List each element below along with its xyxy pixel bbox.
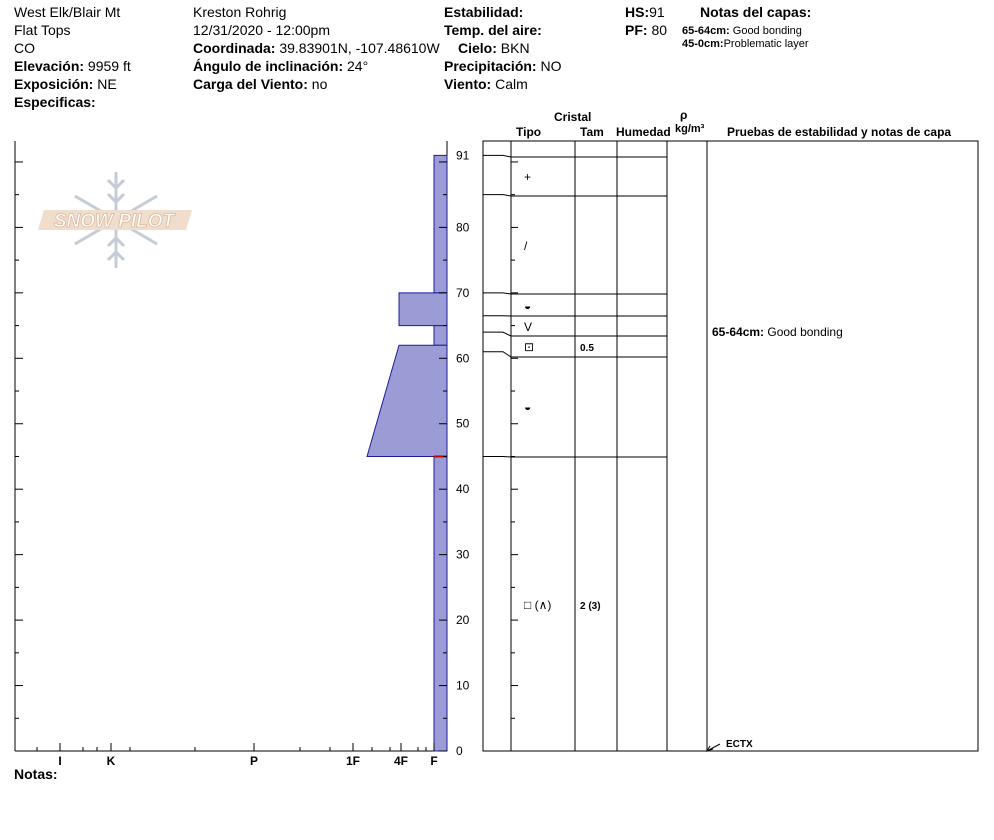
y-tick-label: 70: [456, 285, 470, 300]
x-tick-label: K: [106, 754, 116, 768]
hardness-layer: [434, 456, 447, 751]
x-tick-label: I: [58, 754, 62, 768]
tests-header: Pruebas de estabilidad y notas de capa: [727, 125, 952, 139]
crystal-type-symbol: +: [524, 170, 532, 184]
hs-value: 91: [649, 4, 665, 20]
air-temp-label: Temp. del aire:: [444, 22, 542, 38]
boundary-connector: [483, 352, 511, 357]
density-unit-header: kg/m³: [675, 123, 705, 135]
specifics-label: Especificas:: [14, 94, 96, 110]
elevation-label: Elevación:: [14, 58, 85, 74]
layer-comment: [712, 325, 843, 339]
rho-header: ρ: [680, 108, 688, 122]
hardness-profile-chart: [0, 130, 475, 780]
coordinates-label: Coordinada:: [193, 40, 276, 56]
y-tick-label: 30: [456, 547, 470, 562]
coordinates: [193, 40, 440, 56]
pf-label: PF:: [625, 22, 648, 38]
layer-comment-text: Good bonding: [767, 325, 843, 339]
crystal-header: Cristal: [554, 110, 592, 124]
crystal-size: 2 (3): [580, 601, 601, 612]
size-header: Tam: [580, 125, 604, 139]
wind-loading: [193, 76, 327, 92]
layer-note-text: Problematic layer: [723, 38, 809, 50]
wind-label: Viento:: [444, 76, 492, 92]
hardness-layer: [434, 155, 447, 292]
precipitation-label: Precipitación:: [444, 58, 537, 74]
x-tick-label: 1F: [345, 754, 361, 768]
crystal-type-symbol: V: [524, 320, 533, 334]
x-tick-label: P: [249, 754, 259, 768]
precipitation-value: NO: [540, 58, 562, 74]
state: CO: [14, 40, 35, 56]
y-tick-label: 40: [456, 482, 470, 497]
elevation: [14, 58, 131, 74]
layer-comment-depth: 65-64cm:: [712, 325, 768, 339]
hs-label: HS:: [625, 4, 650, 20]
crystal-type-symbol: /: [524, 239, 528, 253]
slope-angle: [193, 58, 368, 74]
wind-value: Calm: [495, 76, 528, 92]
crystal-type-symbol: □ (∧): [524, 598, 552, 612]
layer-notes-title: Notas del capas:: [700, 4, 812, 20]
aspect-value: NE: [97, 76, 117, 92]
location: West Elk/Blair Mt: [14, 4, 121, 20]
wind-loading-value: no: [311, 76, 328, 92]
sky: [458, 40, 530, 56]
boundary-connector: [483, 155, 511, 157]
layer-note-depth: 45-0cm:: [682, 38, 724, 50]
coordinates-value: 39.83901N, -107.48610W: [279, 40, 440, 56]
slope-angle-value: 24°: [347, 58, 369, 74]
layer-note-depth: 65-64cm:: [682, 25, 730, 37]
moisture-header: Humedad: [616, 125, 671, 139]
y-tick-label: 60: [456, 351, 470, 366]
precipitation: [444, 58, 561, 74]
hardness-layer: [399, 293, 447, 326]
crystal-type-symbol: ◒: [524, 299, 532, 313]
y-tick-label: 20: [456, 613, 470, 628]
boundary-connector: [483, 332, 511, 336]
slope-angle-label: Ángulo de inclinación:: [193, 58, 344, 74]
layer-note-text: Good bonding: [732, 25, 802, 37]
aspect: [14, 76, 117, 92]
layer-note-item: [682, 38, 809, 50]
table-frame: [483, 141, 978, 751]
aspect-label: Exposición:: [14, 76, 94, 92]
range: Flat Tops: [14, 22, 71, 38]
sky-label: Cielo:: [458, 40, 497, 56]
elevation-value: 9959 ft: [87, 58, 131, 74]
type-header: Tipo: [516, 125, 542, 139]
hardness-layer: [367, 345, 447, 456]
boundary-connector: [483, 456, 511, 457]
wind-loading-label: Carga del Viento:: [193, 76, 308, 92]
crystal-type-symbol: ⊡: [524, 340, 535, 354]
layer-table: [478, 130, 988, 760]
pf-value: 80: [651, 22, 668, 38]
wind: [444, 76, 528, 92]
logo-text: SNOW PILOT: [53, 211, 175, 232]
pf: [625, 22, 667, 38]
x-tick-label: F: [430, 754, 438, 768]
test-label: ECTX: [726, 739, 753, 750]
hs: [625, 4, 665, 20]
observer: Kreston Rohrig: [193, 4, 287, 20]
stability-label: Estabilidad:: [444, 4, 524, 20]
y-tick-label: 80: [456, 220, 470, 235]
sky-value: BKN: [500, 40, 530, 56]
crystal-size: 0.5: [580, 343, 594, 354]
x-tick-label: 4F: [393, 754, 409, 768]
boundary-connector: [483, 195, 511, 196]
hardness-layer: [434, 326, 447, 346]
crystal-type-symbol: ◒: [524, 400, 532, 414]
boundary-connector: [483, 293, 511, 294]
layer-note-item: [682, 25, 802, 37]
datetime: 12/31/2020 - 12:00pm: [193, 22, 330, 38]
y-tick-label: 50: [456, 416, 470, 431]
notes-label: Notas:: [14, 766, 58, 782]
y-tick-label: 0: [456, 744, 463, 758]
y-tick-label: 91: [456, 148, 470, 163]
y-tick-label: 10: [456, 678, 470, 693]
